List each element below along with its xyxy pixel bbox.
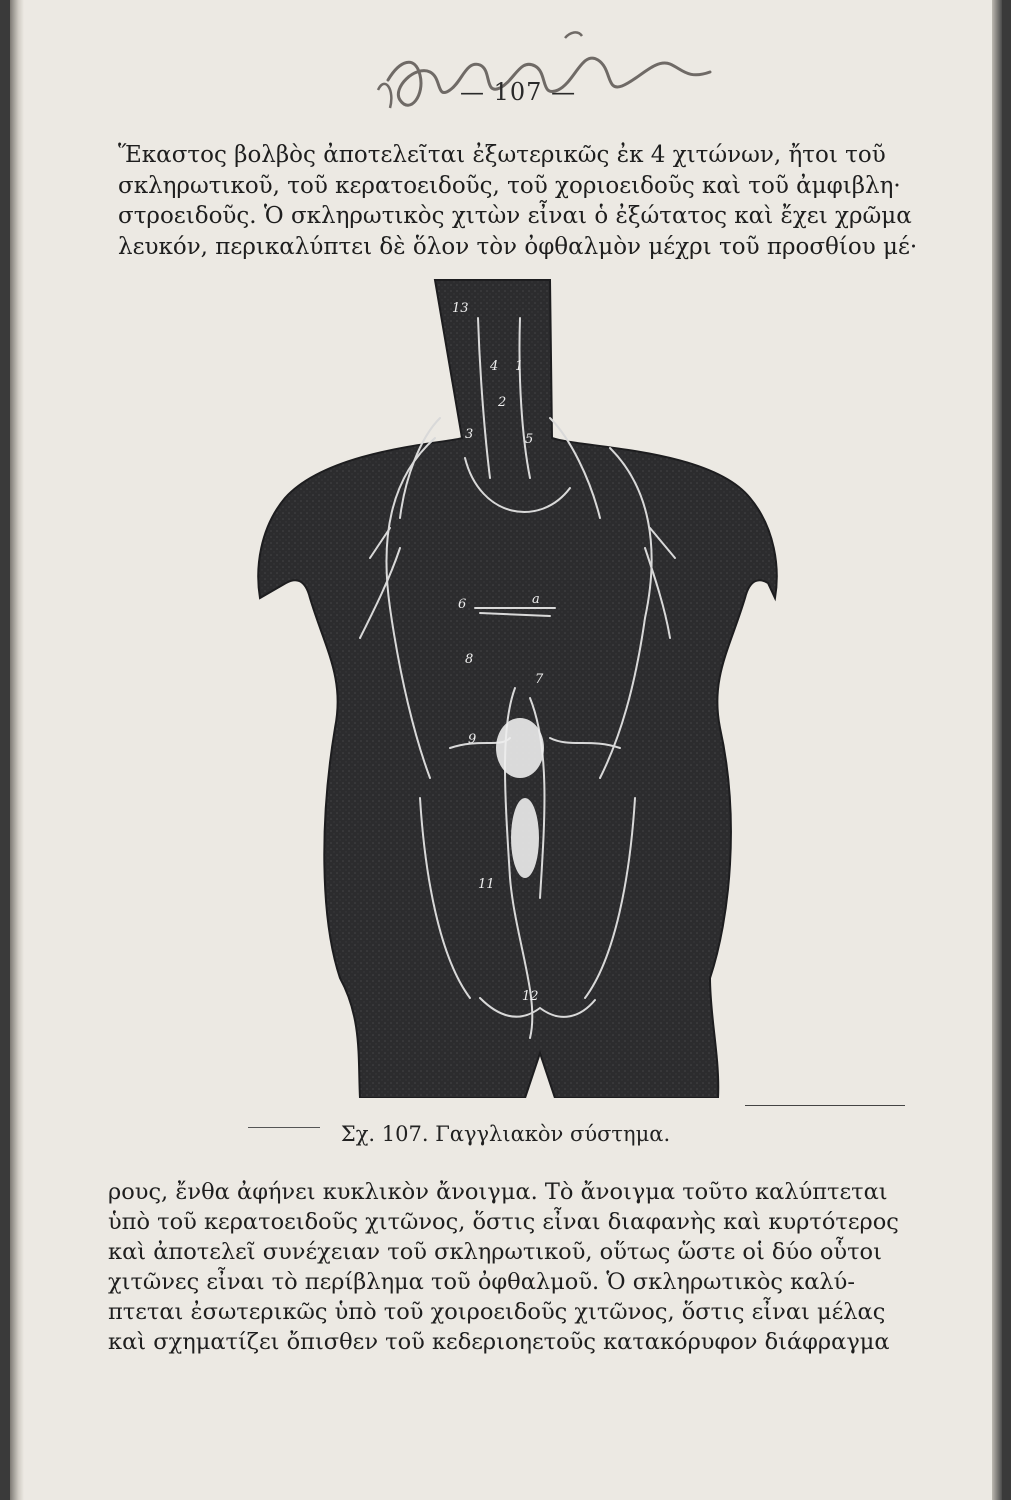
text-line: χιτῶνες εἶναι τὸ περίβλημα τοῦ ὀφθαλμοῦ. Ὁ σκληρωτικὸς καλύ- xyxy=(108,1269,855,1295)
figure-label-11: 11 xyxy=(478,877,495,892)
text-line: λευκόν, περικαλύπτει δὲ ὅλον τὸν ὀφθαλμὸν μέχρι τοῦ προσθίου μέ· xyxy=(118,233,918,260)
figure-label-a: a xyxy=(532,592,540,607)
figure-caption: Σχ. 107. Γαγγλιακὸν σύστημα. xyxy=(340,1122,671,1146)
figure-label-6: 6 xyxy=(458,597,467,612)
figure-label-1: 1 xyxy=(515,359,524,374)
figure-label-8: 8 xyxy=(465,652,474,667)
text-line: πτεται ἐσωτερικῶς ὑπὸ τοῦ χοιροειδοῦς χιτῶνος, ὅστις εἶναι μέλας xyxy=(108,1299,886,1325)
figure-label-13: 13 xyxy=(452,301,469,316)
text-line: στροειδοῦς. Ὁ σκληρωτικὸς χιτὼν εἶναι ὁ ἐξώτατος καὶ ἔχει χρῶμα xyxy=(118,203,912,229)
figure-label-3: 3 xyxy=(465,427,474,442)
anatomical-figure xyxy=(240,278,800,1098)
figure-bottom-rule xyxy=(745,1105,905,1106)
page-binding-edge xyxy=(10,0,24,1500)
text-line: Ἕκαστος βολβὸς ἀποτελεῖται ἐξωτερικῶς ἐκ 4 χιτώνων, ἤτοι τοῦ xyxy=(118,142,886,168)
torso-illustration xyxy=(240,278,800,1098)
text-line: ρους, ἔνθα ἀφήνει κυκλικὸν ἄνοιγμα. Τὸ ἄνοιγμα τοῦτο καλύπτεται xyxy=(108,1179,888,1205)
handwritten-text xyxy=(370,20,371,21)
text-line: σκληρωτικοῦ, τοῦ κερατοειδοῦς, τοῦ χοριοειδοῦς καὶ τοῦ ἀμφιβλη· xyxy=(118,172,901,199)
handwritten-scrawl xyxy=(370,20,730,130)
bottom-paragraph xyxy=(108,1177,928,1357)
figure-label-9: 9 xyxy=(468,732,477,747)
page-number: — 107 — xyxy=(460,78,577,106)
figure-label-2: 2 xyxy=(498,395,507,410)
text-line: καὶ ἀποτελεῖ συνέχειαν τοῦ σκληρωτικοῦ, οὕτως ὥστε οἱ δύο οὗτοι xyxy=(108,1239,882,1265)
text-line: καὶ σχηματίζει ὄπισθεν τοῦ κεδεριοηετοῦς κατακόρυφον διάφραγμα xyxy=(108,1329,890,1355)
figure-label-7: 7 xyxy=(535,672,544,687)
figure-label-12: 12 xyxy=(522,989,539,1004)
figure-label-5: 5 xyxy=(525,432,534,447)
handwritten-note xyxy=(370,20,730,130)
page-right-edge xyxy=(992,0,1002,1500)
figure-label-4: 4 xyxy=(490,359,499,374)
top-paragraph xyxy=(118,140,918,262)
text-line: ὑπὸ τοῦ κερατοειδοῦς χιτῶνος, ὅστις εἶναι διαφανὴς καὶ κυρτότερος xyxy=(108,1209,899,1235)
